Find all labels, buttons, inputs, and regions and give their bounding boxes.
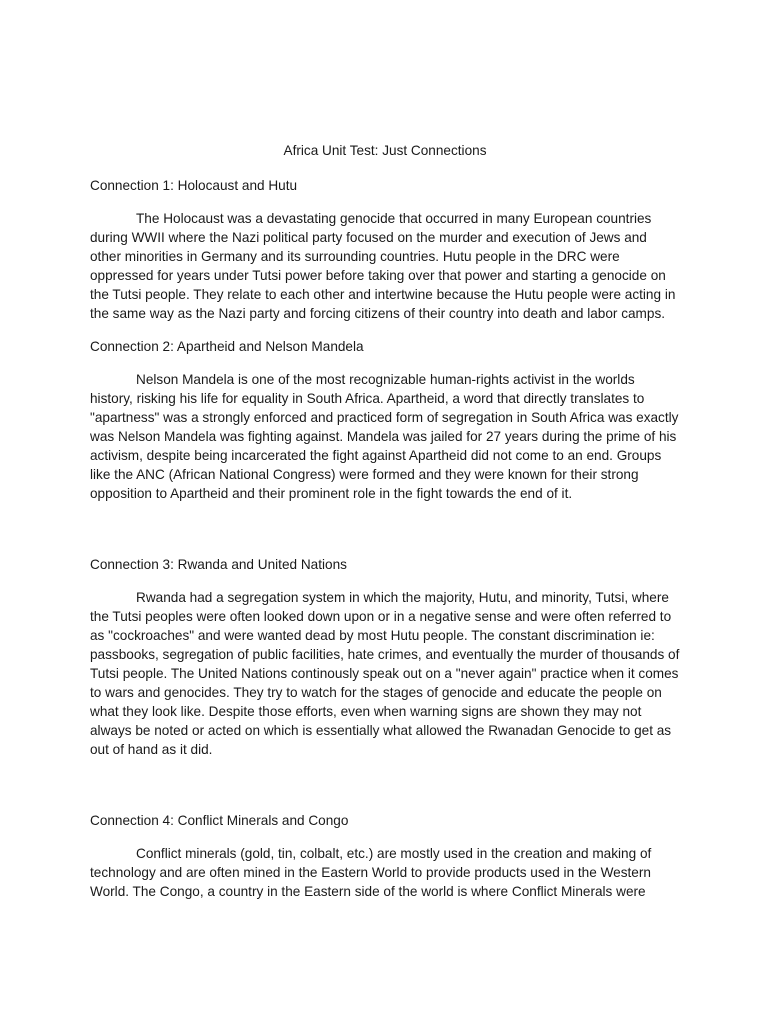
blank-line	[90, 517, 680, 555]
section-heading-2: Connection 2: Apartheid and Nelson Mandela	[90, 339, 364, 354]
document-page	[90, 141, 680, 915]
section-body-4: Conflict minerals (gold, tin, colbalt, etc.) are mostly used in the creation and making of technology and are often mined in the Eastern World to provide products used in the Western World. The Congo, a country in the Eastern side of the world is where Conflict Minerals were	[90, 846, 652, 899]
section-heading-1: Connection 1: Holocaust and Hutu	[90, 178, 298, 193]
section-body-1: The Holocaust was a devastating genocide that occurred in many European countries during WWII where the Nazi political party focused on the murder and execution of Jews and other minorities in Germany and its surrounding countries. Hutu people in the DRC were oppressed for years under Tutsi power before taking over that power and starting a genocide on the Tutsi people. They relate to each other and intertwine because the Hutu people were acting in the same way as the Nazi party and forcing citizens of their country into death and labor camps.	[90, 211, 676, 321]
section-body-3: Rwanda had a segregation system in which the majority, Hutu, and minority, Tutsi, where the Tutsi peoples were often looked down upon or in a negative sense and were often referred to as "cockroaches" and were wanted dead by most Hutu people. The constant discrimination ie: passbooks, segregation of public facilities, hate crimes, and eventually the murder of thousands of Tutsi people. The United Nations continously speak out on a "never again" practice when it comes to wars and genocides. They try to watch for the stages of genocide and educate the people on what they look like. Despite those efforts, even when warning signs are shown they may not always be noted or acted on which is essentially what allowed the Rwanadan Genocide to get as out of hand as it did.	[90, 590, 680, 757]
blank-line	[90, 773, 680, 811]
section-heading-3: Connection 3: Rwanda and United Nations	[90, 557, 347, 572]
section-body-2: Nelson Mandela is one of the most recognizable human-rights activist in the worlds history, risking his life for equality in South Africa. Apartheid, a word that directly translates to "apartness" was a strongly enforced and practiced form of segregation in South Africa was exactly was Nelson Mandela was fighting against. Mandela was jailed for 27 years during the prime of his activism, despite being incarcerated the fight against Apartheid did not come to an end. Groups like the ANC (African National Congress) were formed and they were known for their strong opposition to Apartheid and their prominent role in the fight towards the end of it.	[90, 372, 679, 501]
document-title: Africa Unit Test: Just Connections	[283, 143, 487, 158]
section-heading-4: Connection 4: Conflict Minerals and Congo	[90, 813, 349, 828]
